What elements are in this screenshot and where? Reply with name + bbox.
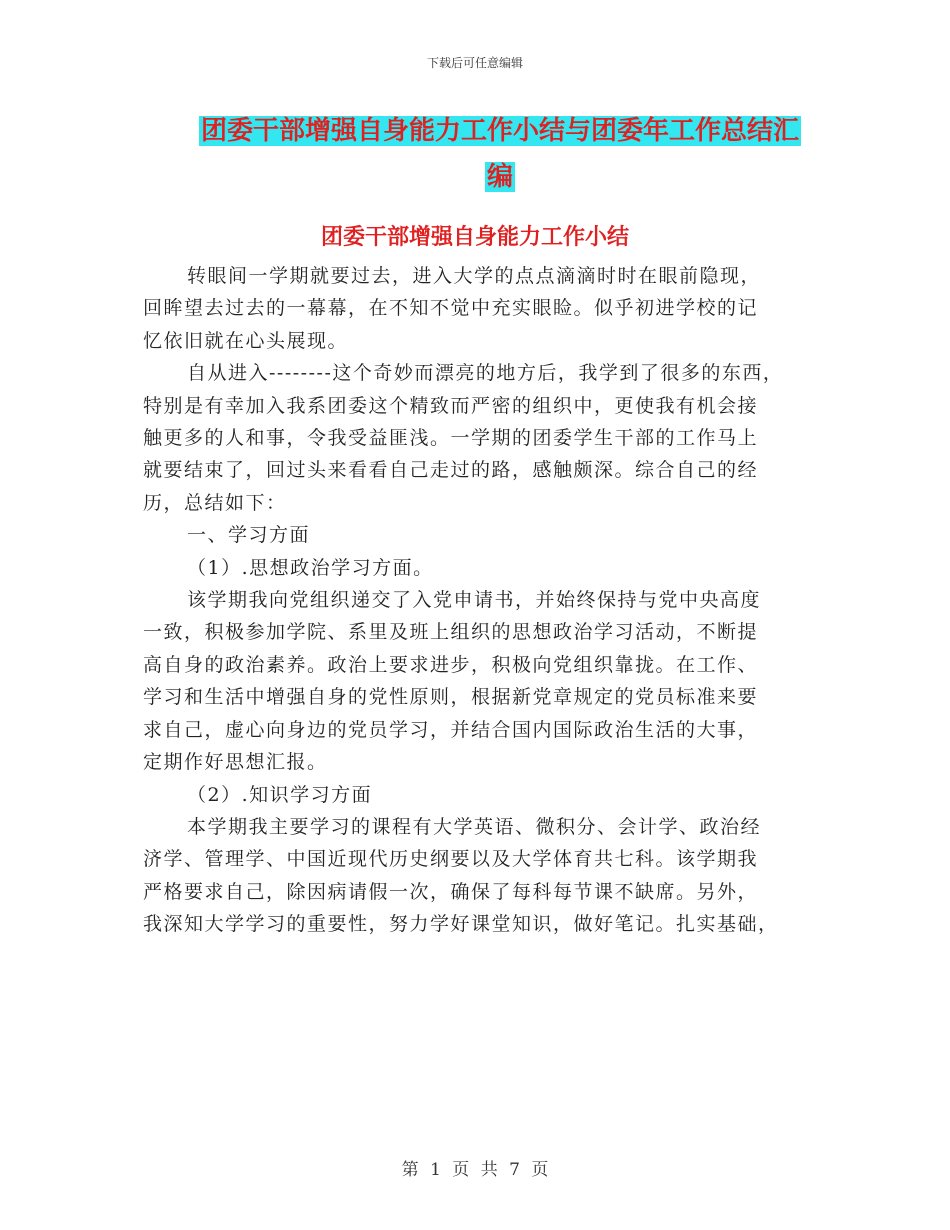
section-title: 团委干部增强自身能力工作小结 xyxy=(320,224,629,250)
text-line: 定期作好思想汇报。 xyxy=(143,751,328,774)
text-line: 严格要求自己，除因病请假一次，确保了每科每节课不缺席。另外， xyxy=(143,880,759,903)
text-line: 本学期我主要学习的课程有大学英语、微积分、会计学、政治经 xyxy=(187,815,762,838)
title-line-2: 编 xyxy=(486,162,513,192)
paragraph xyxy=(143,260,833,357)
text-line: 我深知大学学习的重要性，努力学好课堂知识，做好笔记。扎实基础， xyxy=(143,913,779,936)
title-line-1: 团委干部增强自身能力工作小结与团委年工作总结汇 xyxy=(200,116,799,146)
text-line: 自从进入--------这个奇妙而漂亮的地方后，我学到了很多的东西， xyxy=(187,362,784,385)
text-line: 高自身的政治素养。政治上要求进步，积极向党组织靠拢。在工作、 xyxy=(143,653,759,676)
text-line: （2）.知识学习方面 xyxy=(187,783,373,806)
paragraph xyxy=(143,811,833,941)
text-line: 特别是有幸加入我系团委这个精致而严密的组织中，更使我有机会接 xyxy=(143,394,759,417)
text-line: 一、学习方面 xyxy=(187,524,311,547)
text-line: 求自己，虚心向身边的党员学习，并结合国内国际政治生活的大事， xyxy=(143,718,759,741)
document-title xyxy=(190,108,810,200)
text-line: 就要结束了，回过头来看看自己走过的路，感触颇深。综合自己的经 xyxy=(143,459,759,482)
page-number-footer: 第 1 页 共 7 页 xyxy=(401,1160,549,1180)
paragraph xyxy=(143,357,833,519)
text-line: 济学、管理学、中国近现代历史纲要以及大学体育共七科。该学期我 xyxy=(143,848,759,871)
subsection-heading xyxy=(143,779,833,811)
text-line: 历，总结如下： xyxy=(143,491,287,514)
subsection-heading xyxy=(143,552,833,584)
document-body xyxy=(143,260,833,941)
text-line: 该学期我向党组织递交了入党申请书，并始终保持与党中央高度 xyxy=(187,589,762,612)
text-line: 一致，积极参加学院、系里及班上组织的思想政治学习活动，不断提 xyxy=(143,621,759,644)
text-line: 忆依旧就在心头展现。 xyxy=(143,329,349,352)
text-line: 转眼间一学期就要过去，进入大学的点点滴滴时时在眼前隐现， xyxy=(187,265,762,287)
text-line: 学习和生活中增强自身的党性原则，根据新党章规定的党员标准来要 xyxy=(143,686,759,709)
text-line: 回眸望去过去的一幕幕，在不知不觉中充实眼睑。似乎初进学校的记 xyxy=(143,297,759,320)
header-note: 下载后可任意编辑 xyxy=(426,56,523,70)
text-line: （1）.思想政治学习方面。 xyxy=(187,556,434,579)
paragraph xyxy=(143,584,833,778)
section-heading xyxy=(143,519,833,551)
text-line: 触更多的人和事，令我受益匪浅。一学期的团委学生干部的工作马上 xyxy=(143,427,759,450)
